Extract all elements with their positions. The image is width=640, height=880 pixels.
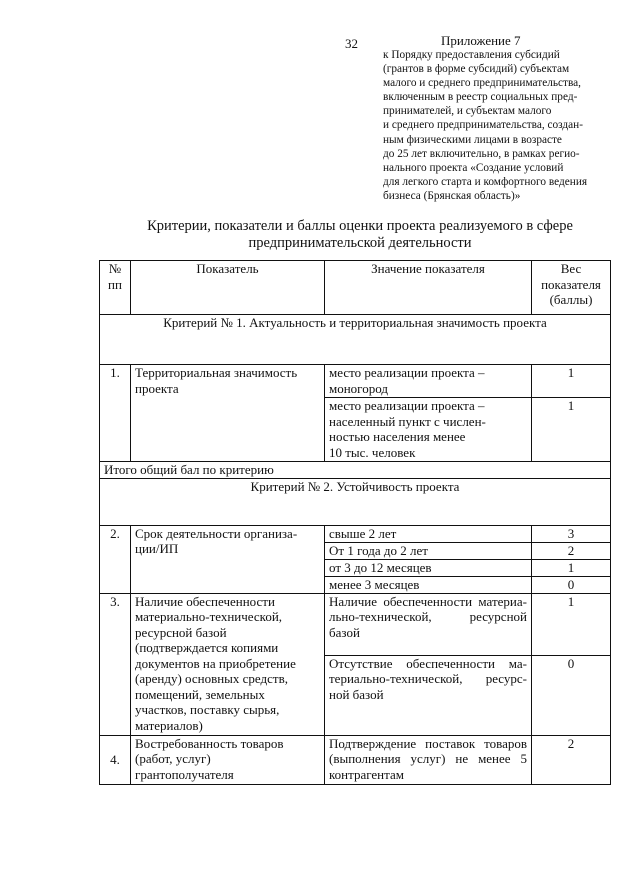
total-row [100, 462, 611, 479]
value-line: ной базой [329, 686, 384, 702]
row-num: 1. [100, 365, 131, 462]
row-indicator [131, 593, 325, 735]
value-line: 10 тыс. человек [329, 444, 416, 460]
criterion-row [100, 315, 611, 365]
row-num: 2. [100, 525, 131, 593]
criterion-1-title: Критерий № 1. Актуальность и территориальная значимость проекта [100, 315, 611, 365]
value-cell: от 3 до 12 месяцев [325, 559, 532, 576]
value-cell [325, 655, 532, 735]
appendix-line: до 25 лет включительно, в рамках регио- [383, 147, 580, 160]
appendix-line: ным физическими лицами в возрасте [383, 133, 562, 146]
score-cell: 3 [532, 525, 611, 542]
appendix-line: к Порядку предоставления субсидий [383, 49, 560, 61]
value-line: место реализации проекта – [329, 365, 485, 380]
indicator-line: Срок деятельности организа- [135, 525, 298, 541]
row-num: 4. [100, 735, 131, 784]
header-value: Значение показателя [325, 261, 532, 315]
row-indicator [131, 365, 325, 462]
total-label: Итого общий бал по критерию [100, 462, 611, 479]
value-cell: менее 3 месяцев [325, 576, 532, 593]
indicator-line: материалов) [135, 717, 203, 733]
indicator-line: документов на приобретение [135, 655, 296, 671]
value-line: контрагентам [329, 766, 404, 782]
table-row [100, 593, 611, 655]
indicator-line: помещений, земельных [135, 686, 265, 702]
header-weight-line: показателя [541, 276, 601, 292]
value-cell [325, 593, 532, 655]
criterion-2-title: Критерий № 2. Устойчивость проекта [100, 478, 611, 525]
page-number: 32 [345, 36, 358, 51]
score-cell: 1 [532, 559, 611, 576]
score-cell: 0 [532, 576, 611, 593]
row-num: 3. [100, 593, 131, 735]
table-row [100, 735, 611, 784]
indicator-line: участков, поставку сырья, [135, 702, 280, 717]
row-indicator [131, 735, 325, 784]
appendix-line: для легкого старта и комфортного ведения [383, 175, 588, 188]
score-cell: 2 [532, 542, 611, 559]
indicator-line: (работ, услуг) [135, 751, 211, 766]
value-cell [325, 398, 532, 462]
header-num-line: пп [108, 276, 122, 292]
value-line: Отсутствие обеспеченности ма- [329, 655, 527, 671]
appendix-line: малого и среднего предпринимательства, [383, 77, 581, 90]
header-indicator: Показатель [131, 261, 325, 315]
score-cell: 1 [532, 365, 611, 398]
value-line: Наличие обеспеченности материа- [329, 593, 527, 609]
appendix-line: бизнеса (Брянская область)» [383, 189, 521, 202]
indicator-line: материально-технической, [135, 609, 283, 624]
indicator-line: Востребованность товаров [135, 735, 284, 751]
value-line: населенный пункт с числен- [329, 413, 486, 429]
value-line: моногород [329, 380, 388, 396]
indicator-line: (аренду) основных средств, [135, 671, 288, 686]
table-row [100, 525, 611, 542]
indicator-line: (подтверждается копиями [135, 640, 279, 655]
value-line: (выполнения услуг) не менее 5 [329, 751, 527, 766]
appendix-title: Приложение 7 [441, 33, 521, 48]
document-title [80, 218, 640, 252]
value-cell [325, 735, 532, 784]
criterion-row [100, 478, 611, 525]
value-line: териально-технической, ресурс- [329, 671, 527, 686]
value-line: Подтверждение поставок товаров [329, 735, 527, 751]
appendix-block [383, 33, 623, 203]
score-cell: 2 [532, 735, 611, 784]
value-cell [325, 365, 532, 398]
row-indicator [131, 525, 325, 593]
value-line: ностью населения менее [329, 429, 466, 444]
title-line: предпринимательской деятельности [248, 235, 472, 251]
appendix-line: принимателей, и субъектам малого [383, 105, 552, 118]
score-cell: 1 [532, 593, 611, 655]
title-line: Критерии, показатели и баллы оценки проекта реализуемого в сфере [147, 218, 573, 234]
appendix-line: (грантов в форме субсидий) субъектам [383, 63, 570, 76]
indicator-line: Территориальная значимость [135, 365, 298, 380]
value-cell: От 1 года до 2 лет [325, 542, 532, 559]
indicator-line: грантополучателя [135, 766, 234, 782]
value-line: базой [329, 624, 360, 640]
appendix-line: нального проекта «Создание условий [383, 161, 564, 174]
value-line: льно-технической, ресурсной [329, 609, 527, 624]
score-cell: 0 [532, 655, 611, 735]
appendix-line: и среднего предпринимательства, создан- [383, 119, 583, 132]
header-weight-line: (баллы) [549, 292, 593, 307]
header-weight [532, 261, 611, 315]
criteria-table [99, 260, 611, 785]
appendix-line: включенным в реестр социальных пред- [383, 91, 578, 104]
table-row [100, 365, 611, 398]
indicator-line: проекта [135, 380, 179, 396]
header-weight-line: Вес [560, 261, 582, 276]
table-header-row [100, 261, 611, 315]
header-num [100, 261, 131, 315]
value-cell: свыше 2 лет [325, 525, 532, 542]
indicator-line: ресурсной базой [135, 624, 227, 640]
value-line: место реализации проекта – [329, 398, 485, 413]
indicator-line: ции/ИП [135, 541, 179, 556]
indicator-line: Наличие обеспеченности [135, 593, 275, 609]
score-cell: 1 [532, 398, 611, 462]
header-num-line: № [108, 261, 122, 276]
